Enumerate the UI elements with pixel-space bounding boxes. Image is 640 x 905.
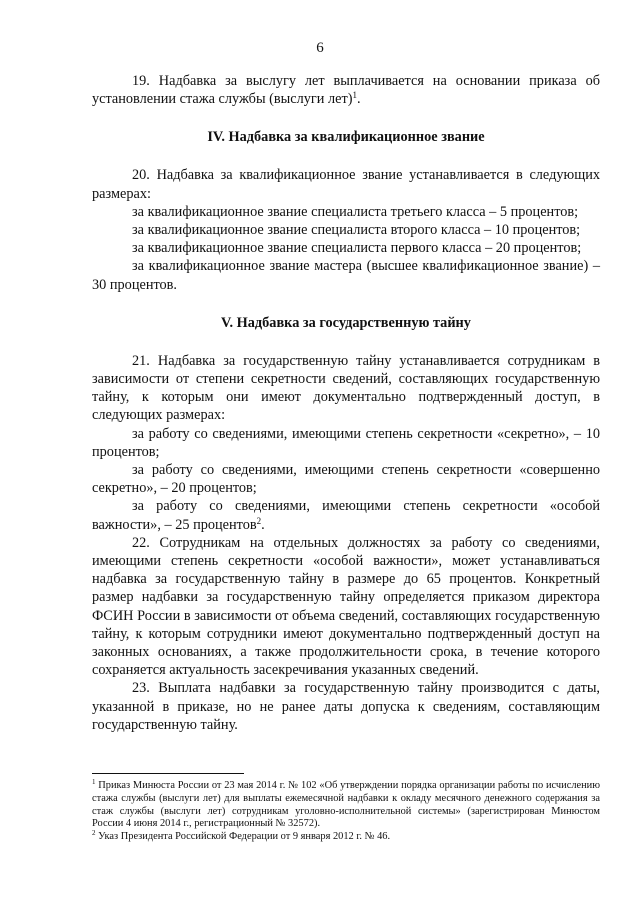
- paragraph-23: 23. Выплата надбавки за государственную тайну производится с даты, указанной в приказе, но не ранее даты допуска к сведениям, составляющим государственную тайну.: [92, 680, 600, 733]
- paragraph-21-item-c-text: за работу со сведениями, имеющими степень секретности «особой важности», – 25 процентов: [92, 498, 600, 533]
- footnote-1: [92, 780, 600, 831]
- paragraph-20: 20. Надбавка за квалификационное звание устанавливается в следующих размерах:: [92, 167, 600, 202]
- footnote-ref-1: 1: [352, 90, 357, 101]
- paragraph-21-item-c-end: .: [261, 516, 265, 533]
- footnote-1-text: Приказ Минюста России от 23 мая 2014 г. № 102 «Об утверждении порядка организации работы по исчислению стажа службы (выслуги лет) для выплаты ежемесячной надбавки к окладу месячного денежного содержания за стаж службы (выслуги лет) сотрудникам уголовно-исполнительной системы» (зарегистрирован Минюстом России 4 июня 2014 г., регистрационный № 32572).: [92, 780, 600, 830]
- paragraph-21-item-b: за работу со сведениями, имеющими степень секретности «совершенно секретно», – 20 процентов;: [92, 462, 600, 497]
- paragraph-21: 21. Надбавка за государственную тайну устанавливается сотрудникам в зависимости от степени секретности сведений, составляющих государственную тайну, к которым они имеют документально подтвержденный доступ, в следующих размерах:: [92, 352, 600, 424]
- paragraph-19-text: 19. Надбавка за выслугу лет выплачивается на основании приказа об установлении стажа службы (выслуги лет): [92, 73, 600, 108]
- paragraph-20-item-c: за квалификационное звание специалиста первого класса – 20 процентов;: [132, 240, 582, 257]
- section-5-title: V. Надбавка за государственную тайну: [221, 314, 471, 331]
- page-number: 6: [316, 40, 324, 56]
- footnote-2: [92, 831, 600, 844]
- footnote-1-mark: 1: [92, 778, 96, 786]
- paragraph-21-item-a: за работу со сведениями, имеющими степень секретности «секретно», – 10 процентов;: [92, 425, 600, 460]
- footnote-2-mark: 2: [92, 829, 96, 838]
- paragraph-21-item-c: [92, 497, 600, 533]
- document-body: [92, 72, 600, 734]
- paragraph-19: [92, 72, 600, 108]
- paragraph-20-item-b: за квалификационное звание специалиста второго класса – 10 процентов;: [132, 222, 581, 239]
- paragraph-20-item-d: за квалификационное звание мастера (высшее квалификационное звание) – 30 процентов.: [92, 258, 600, 293]
- footnotes: [92, 780, 600, 844]
- section-4-title: IV. Надбавка за квалификационное звание: [207, 129, 485, 146]
- paragraph-19-end: .: [356, 91, 361, 108]
- paragraph-20-item-a: за квалификационное звание специалиста третьего класса – 5 процентов;: [132, 203, 579, 220]
- footnote-divider: [92, 773, 244, 774]
- footnote-ref-2: 2: [256, 515, 262, 526]
- paragraph-22: 22. Сотрудникам на отдельных должностях за работу со сведениями, имеющими степень секретности «особой важности», может устанавливаться надбавка за государственную тайну в размере до 65 процентов. Конкретный размер надбавки за государственную тайну определяется приказом директора ФСИН России в зависимости от объема сведений, составляющих государственную тайну, к которым сотрудники имеют документально подтвержденный доступ на законных основаниях, а также продолжительности срока, в течение которого сохраняется актуальность засекречивания указанных сведений.: [92, 534, 600, 679]
- footnote-2-text: Указ Президента Российской Федерации от 9 января 2012 г. № 46.: [95, 831, 391, 843]
